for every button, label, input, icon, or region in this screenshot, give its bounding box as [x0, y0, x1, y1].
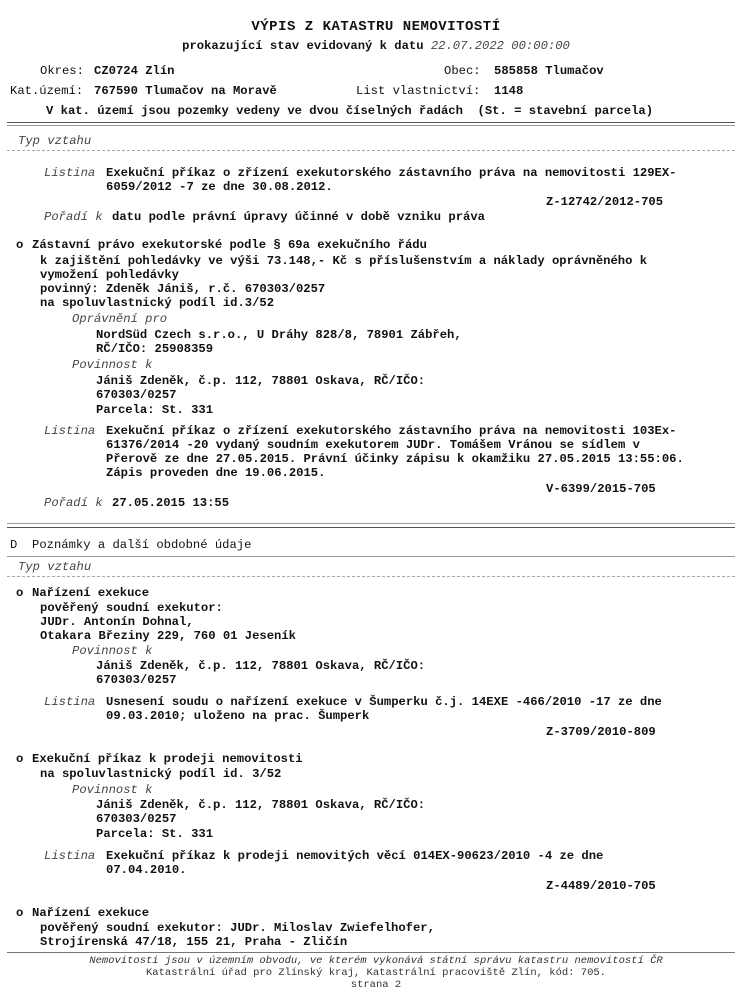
obec-value: 585858 Tlumačov — [494, 64, 604, 78]
listina2-line4: Zápis proveden dne 19.06.2015. — [106, 466, 326, 480]
listina2-line2: 61376/2014 -20 vydaný soudním exekutorem JUDr. Tomášem Vránou se sídlem v — [106, 438, 640, 452]
typ-vztahu-label: Typ vztahu — [18, 134, 92, 148]
document-subtitle — [0, 39, 752, 54]
listina1-line2: 6059/2012 -7 ze dne 30.08.2012. — [106, 180, 333, 194]
listina1-line1: Exekuční příkaz o zřízení exekutorského zástavního práva na nemovitosti 129EX- — [106, 166, 677, 180]
document-title: VÝPIS Z KATASTRU NEMOVITOSTÍ — [251, 19, 501, 35]
section-d-letter: D — [10, 538, 18, 552]
n2-listina-line2: 07.04.2010. — [106, 863, 187, 877]
n1-line1: pověřený soudní exekutor: — [40, 601, 223, 615]
cadastre-note: V kat. území jsou pozemky vedeny ve dvou číselných řadách (St. = stavební parcela) — [46, 104, 654, 118]
listina2-line1: Exekuční příkaz o zřízení exekutorského zástavního práva na nemovitosti 103Ex- — [106, 424, 677, 438]
bullet-icon: o — [16, 752, 24, 766]
n2-pov-line2: 670303/0257 — [96, 812, 177, 826]
n1-listina-line1: Usnesení soudu o nařízení exekuce v Šumperku č.j. 14EXE -466/2010 -17 ze dne — [106, 695, 662, 709]
n1-title: Nařízení exekuce — [32, 586, 150, 600]
lien-line4: na spoluvlastnický podíl id.3/52 — [40, 296, 275, 310]
poradi1-value: datu podle právní úpravy účinné v době vzniku práva — [112, 210, 485, 224]
n2-listina-label: Listina — [44, 849, 96, 863]
typ-vztahu-d-label: Typ vztahu — [18, 560, 92, 574]
subtitle-prefix: prokazující stav evidovaný k datu — [182, 39, 424, 53]
lien-line1: k zajištění pohledávky ve výši 73.148,- Kč s příslušenstvím a náklady oprávněného k — [40, 254, 648, 268]
n1-pov-line1: Jániš Zdeněk, č.p. 112, 78801 Oskava, RČ/IČO: — [96, 659, 426, 673]
n2-line1: na spoluvlastnický podíl id. 3/52 — [40, 767, 282, 781]
poradi2-label: Pořadí k — [44, 496, 103, 510]
section-divider-bottom — [7, 527, 735, 528]
opravneni-line2: RČ/IČO: 25908359 — [96, 342, 214, 356]
lien-line2: vymožení pohledávky — [40, 268, 179, 282]
bullet-icon: o — [16, 238, 24, 252]
n1-ref: Z-3709/2010-809 — [546, 725, 656, 739]
katuzemi-label: Kat.území: — [10, 84, 84, 98]
povinnost-line3: Parcela: St. 331 — [96, 403, 214, 417]
poradi1-label: Pořadí k — [44, 210, 103, 224]
opravneni-label: Oprávnění pro — [72, 312, 168, 326]
listina1-ref: Z-12742/2012-705 — [546, 195, 664, 209]
n1-listina-label: Listina — [44, 695, 96, 709]
povinnost-label: Povinnost k — [72, 358, 153, 372]
okres-label: Okres: — [40, 64, 84, 78]
listina2-ref: V-6399/2015-705 — [546, 482, 656, 496]
n2-pov-label: Povinnost k — [72, 783, 153, 797]
n3-line1: pověřený soudní exekutor: JUDr. Miloslav Zwiefelhofer, — [40, 921, 435, 935]
katuzemi-value: 767590 Tlumačov na Moravě — [94, 84, 277, 98]
lien-title: Zástavní právo exekutorské podle § 69a exekučního řádu — [32, 238, 427, 252]
footer-line2: Katastrální úřad pro Zlínský kraj, Katastrální pracoviště Zlín, kód: 705. — [146, 967, 606, 979]
n2-pov-line1: Jániš Zdeněk, č.p. 112, 78801 Oskava, RČ/IČO: — [96, 798, 426, 812]
listina2-label: Listina — [44, 424, 96, 438]
povinnost-line1: Jániš Zdeněk, č.p. 112, 78801 Oskava, RČ/IČO: — [96, 374, 426, 388]
bullet-icon: o — [16, 586, 24, 600]
n1-listina-line2: 09.03.2010; uloženo na prac. Šumperk — [106, 709, 370, 723]
n1-pov-label: Povinnost k — [72, 644, 153, 658]
page-number: strana 2 — [350, 979, 402, 991]
povinnost-line2: 670303/0257 — [96, 388, 177, 402]
n3-title: Nařízení exekuce — [32, 906, 150, 920]
header-divider-thin — [7, 125, 735, 126]
typ-vztahu-divider — [7, 150, 735, 151]
section-divider-top — [7, 523, 735, 524]
header-divider — [7, 122, 735, 123]
bullet-icon: o — [16, 906, 24, 920]
n3-line2: Strojírenská 47/18, 155 21, Praha - Zličín — [40, 935, 348, 949]
obec-label: Obec: — [444, 64, 481, 78]
subtitle-date: 22.07.2022 00:00:00 — [430, 39, 570, 53]
okres-value: CZ0724 Zlín — [94, 64, 175, 78]
section-d-title: Poznámky a další obdobné údaje — [32, 538, 252, 552]
opravneni-line1: NordSüd Czech s.r.o., U Dráhy 828/8, 78901 Zábřeh, — [96, 328, 462, 342]
n2-listina-line1: Exekuční příkaz k prodeji nemovitých věcí 014EX-90623/2010 -4 ze dne — [106, 849, 604, 863]
typ-vztahu-d-divider — [7, 576, 735, 577]
lv-label: List vlastnictví: — [356, 84, 481, 98]
poradi2-value: 27.05.2015 13:55 — [112, 496, 230, 510]
footer-divider — [7, 952, 735, 953]
n2-ref: Z-4489/2010-705 — [546, 879, 656, 893]
lv-value: 1148 — [494, 84, 524, 98]
lien-line3: povinný: Zdeněk Jániš, r.č. 670303/0257 — [40, 282, 326, 296]
n1-line2: JUDr. Antonín Dohnal, — [40, 615, 194, 629]
n1-pov-line2: 670303/0257 — [96, 673, 177, 687]
listina1-label: Listina — [44, 166, 96, 180]
footer-line1: Nemovitosti jsou v územním obvodu, ve kterém vykonává státní správu katastru nemovitostí ČR — [89, 955, 663, 967]
n1-line3: Otakara Březiny 229, 760 01 Jeseník — [40, 629, 296, 643]
section-d-divider — [7, 556, 735, 557]
listina2-line3: Přerově ze dne 27.05.2015. Právní účinky zápisu k okamžiku 27.05.2015 13:55:06. — [106, 452, 684, 466]
n2-pov-line3: Parcela: St. 331 — [96, 827, 214, 841]
n2-title: Exekuční příkaz k prodeji nemovitosti — [32, 752, 303, 766]
